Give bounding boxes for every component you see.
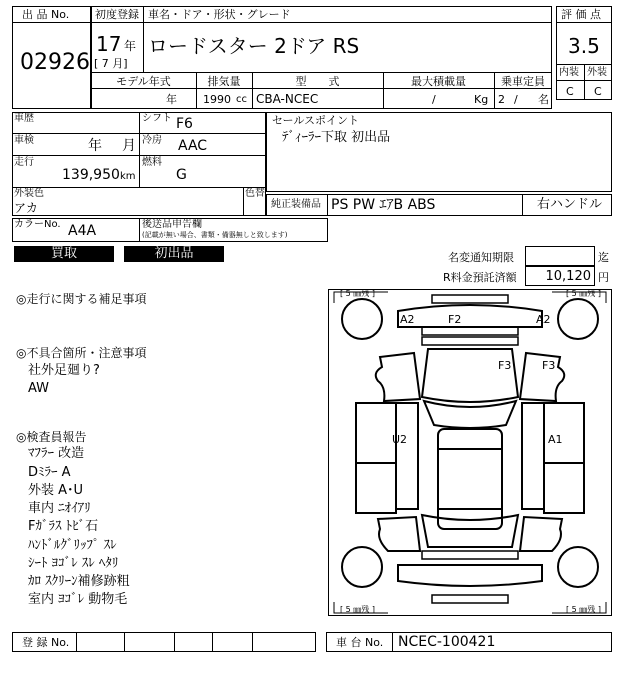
cabin (438, 429, 502, 529)
model-code: CBA-NCEC (256, 92, 319, 106)
equipment-label: 純正装備品 (271, 199, 321, 210)
exterior-color-value: アカ (14, 201, 38, 215)
docs-label: 後送品申告欄 (142, 219, 202, 230)
defect-line: AW (28, 381, 50, 396)
badge-first-listing: 初出品 (124, 246, 224, 262)
tire-depth-front-right: [ 5 ㎜残 ] (566, 289, 601, 298)
equipment-value: PS PW ｴｱB ABS (331, 197, 436, 213)
color-no-label: カラーNo. (14, 219, 61, 230)
trunk (422, 515, 518, 547)
displacement-unit: cc (236, 94, 247, 105)
name-change-unit: 迄 (598, 251, 609, 264)
door-right (522, 403, 544, 509)
recycle-unit: 円 (598, 271, 609, 284)
recycle-label: R料金預託済額 (443, 271, 517, 284)
max-load-separator: / (432, 93, 436, 106)
capacity-unit: 名 (538, 93, 549, 106)
inspection-year-unit: 年 (88, 138, 102, 154)
registration-label: 登 録 No. (22, 636, 70, 649)
capacity-separator: / (514, 93, 518, 106)
name-change-box (525, 246, 595, 266)
car-name: ロードスター 2ドア RS (148, 34, 360, 58)
inspector-line: 室内 ﾖｺﾞﾚ 動物毛 (28, 592, 128, 607)
history-label: 車歴 (14, 113, 34, 124)
mark-a1: A1 (548, 433, 563, 446)
car-name-label: 車名・ドア・形状・グレード (148, 8, 291, 21)
interior-label: 内装 (559, 67, 579, 78)
name-change-label: 名変通知期限 (448, 251, 514, 264)
inspection-month-unit: 月 (122, 138, 136, 154)
displacement-value: 1990 (203, 93, 231, 106)
supplement-label: ◎走行に関する補足事項 (16, 292, 147, 306)
inspector-line: 車内 ﾆｵｲｱﾘ (28, 501, 91, 516)
mark-u2: U2 (392, 433, 408, 446)
color-change-label: 色替 (245, 188, 265, 199)
rating-value: 3.5 (568, 34, 600, 58)
rear-side-right (544, 463, 584, 513)
ac-label: 冷房 (142, 135, 162, 146)
tire-depth-front-left: [ 5 ㎜残 ] (340, 289, 375, 298)
inspector-line: Dﾐﾗｰ A (28, 465, 71, 480)
front-bumper (398, 295, 542, 345)
capacity-label: 乗車定員 (501, 75, 545, 88)
shift-value: F6 (176, 116, 193, 132)
mark-a2-right: A2 (536, 313, 551, 326)
inspector-line: ｼｰﾄ ﾖｺﾞﾚ ｽﾚ ﾍﾀﾘ (28, 556, 119, 571)
windshield (424, 401, 516, 428)
max-load-unit: Kg (474, 93, 489, 106)
inspector-label: ◎検査員報告 (16, 430, 87, 444)
ac-value: AAC (178, 138, 208, 154)
hood (422, 349, 518, 402)
mark-f3-left: F3 (498, 359, 512, 372)
fuel-value: G (176, 167, 187, 183)
inspector-line: Fｶﾞﾗｽ ﾄﾋﾞ石 (28, 519, 99, 534)
first-reg-month: [ 7 月] (94, 57, 128, 70)
fuel-label: 燃料 (142, 157, 162, 168)
tire-front-left (342, 299, 382, 339)
shift-label: シフト (142, 113, 172, 124)
first-reg-year: 17 (96, 32, 122, 56)
tire-front-right (558, 299, 598, 339)
model-code-label: 型 式 (295, 75, 340, 88)
inspector-line: 外装 A･U (28, 483, 84, 498)
rear-bumper (398, 551, 542, 603)
tire-rear-left (342, 547, 382, 587)
tire-rear-right (558, 547, 598, 587)
lot-number: 02926 (20, 50, 90, 75)
defects-label: ◎不具合箇所・注意事項 (16, 346, 147, 360)
first-reg-label: 初度登録 (95, 8, 139, 21)
max-load-label: 最大積載量 (411, 75, 466, 88)
mileage-unit: km (120, 171, 136, 182)
car-diagram (328, 289, 612, 616)
inspection-label: 車検 (14, 135, 34, 146)
door-left (396, 403, 418, 509)
inspector-line: ﾏﾌﾗｰ 改造 (28, 446, 85, 461)
exterior-color-label: 外装色 (14, 188, 44, 199)
first-reg-year-unit: 年 (124, 39, 137, 53)
capacity-value: 2 (498, 93, 505, 106)
mark-a2-left: A2 (400, 313, 415, 326)
sales-point-text: ﾃﾞｨｰﾗｰ下取 初出品 (282, 130, 391, 145)
mark-f3-right: F3 (542, 359, 556, 372)
rating-label: 評 価 点 (561, 8, 601, 21)
chassis-label: 車 台 No. (336, 636, 384, 649)
inspector-line: ﾊﾝﾄﾞﾙｸﾞﾘｯﾌﾟ ｽﾚ (28, 538, 117, 553)
tire-depth-rear-left: [ 5 ㎜残 ] (340, 605, 375, 614)
rear-fender-left (378, 517, 420, 551)
rear-side-left (356, 463, 396, 513)
displacement-label: 排気量 (207, 75, 241, 88)
inspector-line: ｶﾛ ｽｸﾘｰﾝ補修跡粗 (28, 574, 130, 589)
tire-depth-rear-right: [ 5 ㎜残 ] (566, 605, 601, 614)
steering-value: 右ハンドル (537, 197, 603, 212)
model-year-unit: 年 (166, 93, 177, 106)
recycle-value: 10,120 (545, 269, 591, 284)
badge-kaitori: 買取 (14, 246, 114, 262)
chassis-value: NCEC-100421 (398, 634, 496, 650)
mileage-value: 139,950 (62, 167, 120, 183)
lot-number-label: 出 品 No. (22, 8, 70, 21)
model-year-label: モデル年式 (116, 75, 171, 88)
side-left (356, 403, 396, 463)
mileage-label: 走行 (14, 157, 34, 168)
sales-point-label: セールスポイント (272, 114, 360, 127)
exterior-label: 外装 (587, 67, 607, 78)
exterior-grade: C (594, 85, 602, 98)
defect-line: 社外足廻り? (28, 363, 100, 378)
color-no-value: A4A (68, 223, 97, 239)
interior-grade: C (566, 85, 574, 98)
mark-f2: F2 (448, 313, 462, 326)
rear-fender-right (520, 517, 562, 551)
docs-note: (記載が無い場合、書類・備器無しと致します) (142, 231, 288, 239)
front-fender-left (376, 353, 420, 401)
